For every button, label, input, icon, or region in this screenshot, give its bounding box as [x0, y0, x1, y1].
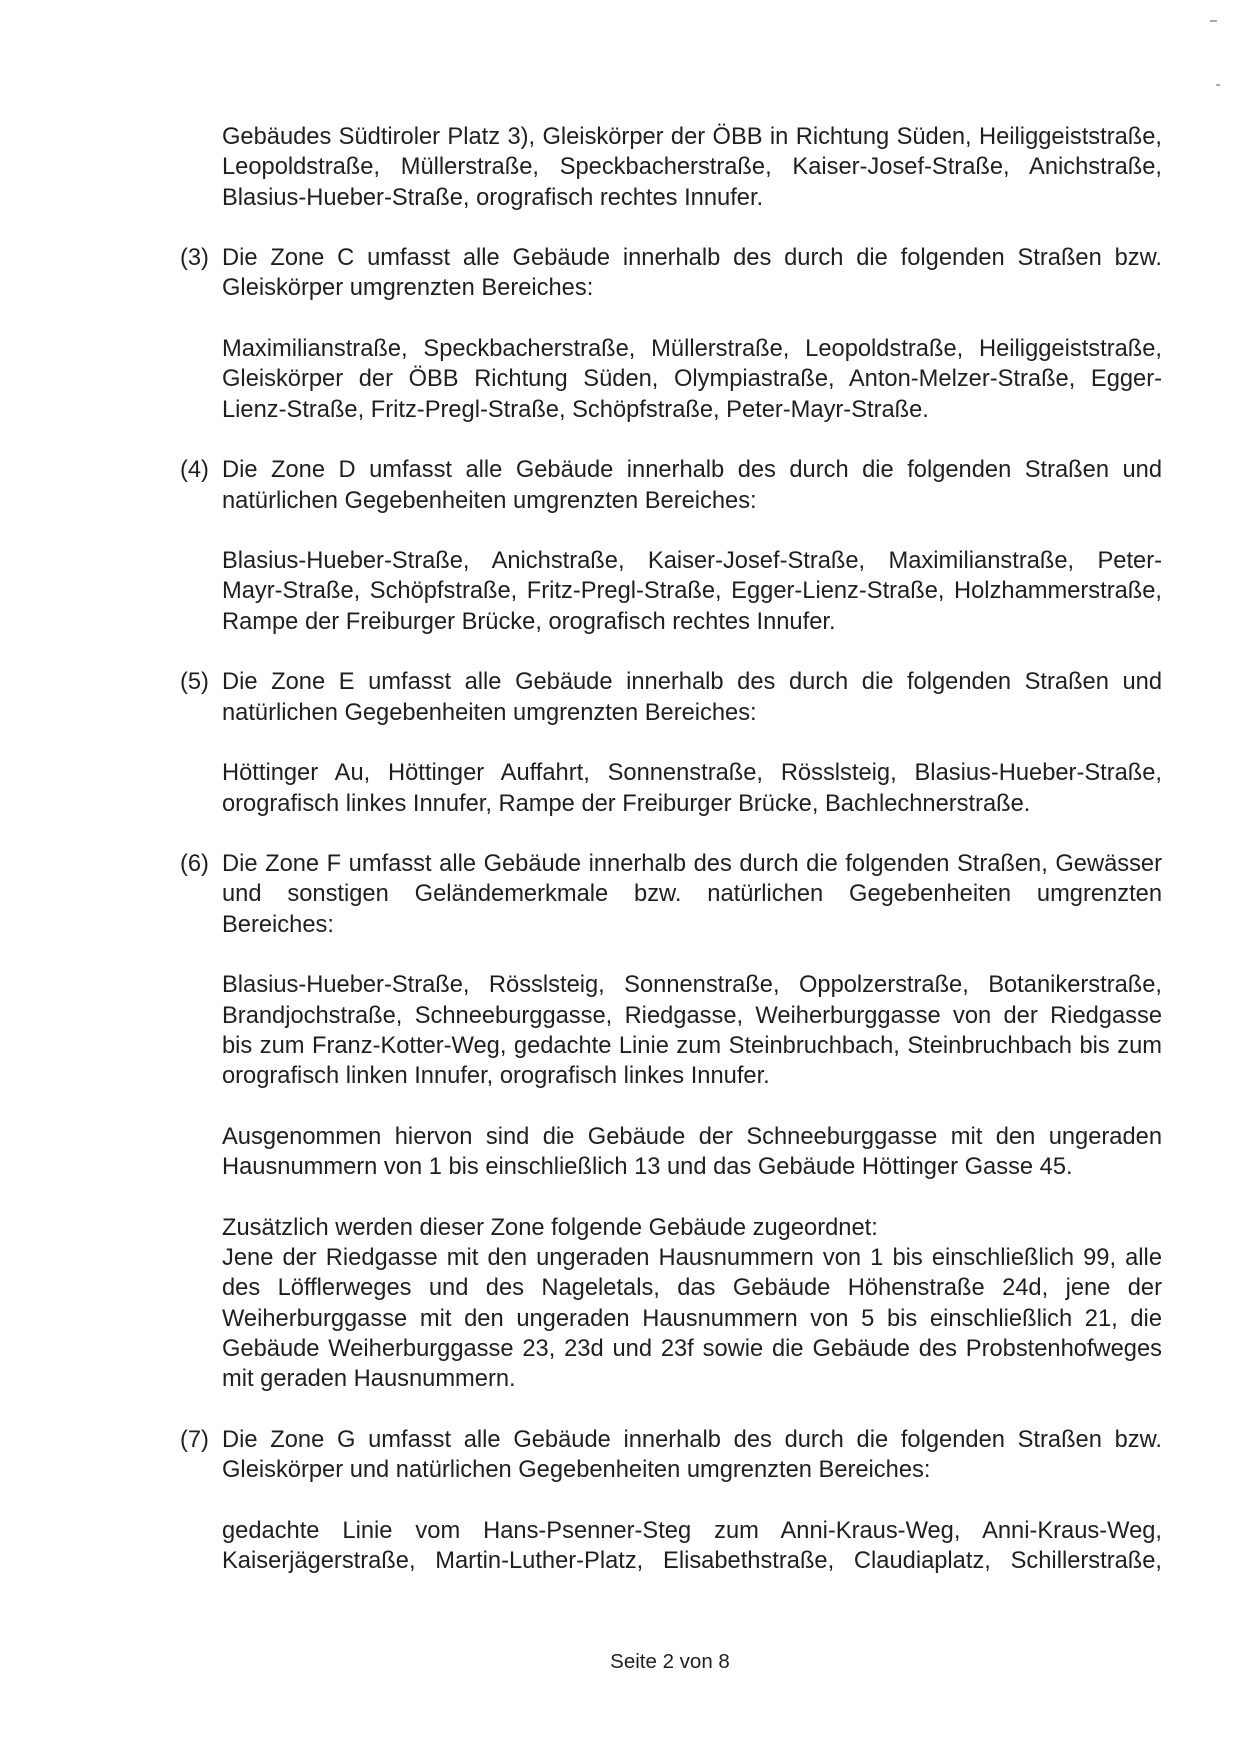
text-line: Hausnummern von 1 bis einschließlich 13 und das Gebäude Höttinger Gasse 45.	[222, 1154, 1073, 1181]
section-6	[180, 849, 1162, 940]
text-line: natürlichen Gegebenheiten umgrenzten Bereiches:	[222, 699, 757, 726]
text-line: Gebäude Weiherburggasse 23, 23d und 23f sowie die Gebäude des Probstenhofweges	[222, 1335, 1162, 1362]
section-7	[180, 1425, 1162, 1486]
text-line: Die Zone E umfasst alle Gebäude innerhalb des durch die folgenden Straßen und	[222, 669, 1162, 696]
text-line: des Löfflerweges und des Nageletals, das Gebäude Höhenstraße 24d, jene der	[222, 1275, 1162, 1302]
text-line: Höttinger Au, Höttinger Auffahrt, Sonnenstraße, Rösslsteig, Blasius-Hueber-Straße,	[222, 760, 1162, 787]
text-line: Die Zone C umfasst alle Gebäude innerhalb des durch die folgenden Straßen bzw.	[222, 245, 1162, 272]
text-line: Blasius-Hueber-Straße, Anichstraße, Kaiser-Josef-Straße, Maximilianstraße, Peter-	[222, 548, 1162, 575]
text-line: Die Zone G umfasst alle Gebäude innerhalb des durch die folgenden Straßen bzw.	[222, 1426, 1162, 1453]
text-line: Blasius-Hueber-Straße, Rösslsteig, Sonnenstraße, Oppolzerstraße, Botanikerstraße,	[222, 972, 1162, 999]
paragraph-continued	[222, 122, 1162, 213]
scan-mark	[1216, 84, 1220, 86]
text-line: Blasius-Hueber-Straße, orografisch rechtes Innufer.	[222, 184, 764, 211]
text-line: orografisch linken Innufer, orografisch linkes Innufer.	[222, 1063, 770, 1090]
section-number: (7)	[180, 1426, 209, 1453]
section-number: (6)	[180, 851, 209, 878]
text-line: Die Zone D umfasst alle Gebäude innerhalb des durch die folgenden Straßen und	[222, 457, 1162, 484]
zone-e-boundary	[222, 758, 1162, 819]
text-line: Kaiserjägerstraße, Martin-Luther-Platz, Elisabethstraße, Claudiaplatz, Schillerstraße,	[222, 1547, 1162, 1574]
text-line: Brandjochstraße, Schneeburggasse, Riedgasse, Weiherburggasse von der Riedgasse	[222, 1002, 1162, 1029]
text-line: Bereiches:	[222, 911, 334, 938]
document-body	[180, 122, 1162, 1576]
text-line: Ausgenommen hiervon sind die Gebäude der Schneeburggasse mit den ungeraden	[222, 1123, 1162, 1150]
text-line: Leopoldstraße, Müllerstraße, Speckbacherstraße, Kaiser-Josef-Straße, Anichstraße,	[222, 154, 1162, 181]
text-line: Weiherburggasse mit den ungeraden Hausnummern von 5 bis einschließlich 21, die	[222, 1305, 1162, 1332]
zone-f-additions	[222, 1213, 1162, 1395]
zone-f-boundary	[222, 970, 1162, 1091]
section-5	[180, 667, 1162, 728]
section-number: (4)	[180, 457, 209, 484]
zone-g-boundary	[222, 1516, 1162, 1577]
scan-mark	[1210, 20, 1217, 22]
text-line: Gleiskörper umgrenzten Bereiches:	[222, 275, 594, 302]
text-line: Jene der Riedgasse mit den ungeraden Hausnummern von 1 bis einschließlich 99, alle	[222, 1244, 1162, 1271]
text-line: natürlichen Gegebenheiten umgrenzten Bereiches:	[222, 487, 757, 514]
zone-c-boundary	[222, 334, 1162, 425]
text-line: und sonstigen Geländemerkmale bzw. natürlichen Gegebenheiten umgrenzten	[222, 881, 1162, 908]
text-line: Gleiskörper und natürlichen Gegebenheiten umgrenzten Bereiches:	[222, 1457, 931, 1484]
text-line: orografisch linkes Innufer, Rampe der Freiburger Brücke, Bachlechnerstraße.	[222, 790, 1031, 817]
text-line: bis zum Franz-Kotter-Weg, gedachte Linie zum Steinbruchbach, Steinbruchbach bis zum	[222, 1032, 1162, 1059]
text-line: gedachte Linie vom Hans-Psenner-Steg zum Anni-Kraus-Weg, Anni-Kraus-Weg,	[222, 1517, 1162, 1544]
section-4	[180, 455, 1162, 516]
text-line: mit geraden Hausnummern.	[222, 1366, 516, 1393]
section-number: (5)	[180, 669, 209, 696]
text-line: Gleiskörper der ÖBB Richtung Süden, Olympiastraße, Anton-Melzer-Straße, Egger-	[222, 366, 1162, 393]
page-footer: Seite 2 von 8	[610, 1650, 730, 1673]
text-line: Rampe der Freiburger Brücke, orografisch rechtes Innufer.	[222, 608, 836, 635]
text-line: Gebäudes Südtiroler Platz 3), Gleiskörper der ÖBB in Richtung Süden, Heiliggeiststraße,	[222, 124, 1162, 150]
zone-d-boundary	[222, 546, 1162, 637]
text-line: Maximilianstraße, Speckbacherstraße, Müllerstraße, Leopoldstraße, Heiliggeiststraße,	[222, 336, 1162, 363]
text-line: Die Zone F umfasst alle Gebäude innerhalb des durch die folgenden Straßen, Gewässer	[222, 851, 1162, 878]
text-line: Mayr-Straße, Schöpfstraße, Fritz-Pregl-Straße, Egger-Lienz-Straße, Holzhammerstraße,	[222, 578, 1162, 605]
section-3	[180, 243, 1162, 304]
section-number: (3)	[180, 245, 209, 272]
zone-f-exceptions	[222, 1122, 1162, 1183]
text-line: Zusätzlich werden dieser Zone folgende Gebäude zugeordnet:	[222, 1214, 878, 1241]
text-line: Lienz-Straße, Fritz-Pregl-Straße, Schöpfstraße, Peter-Mayr-Straße.	[222, 396, 929, 423]
